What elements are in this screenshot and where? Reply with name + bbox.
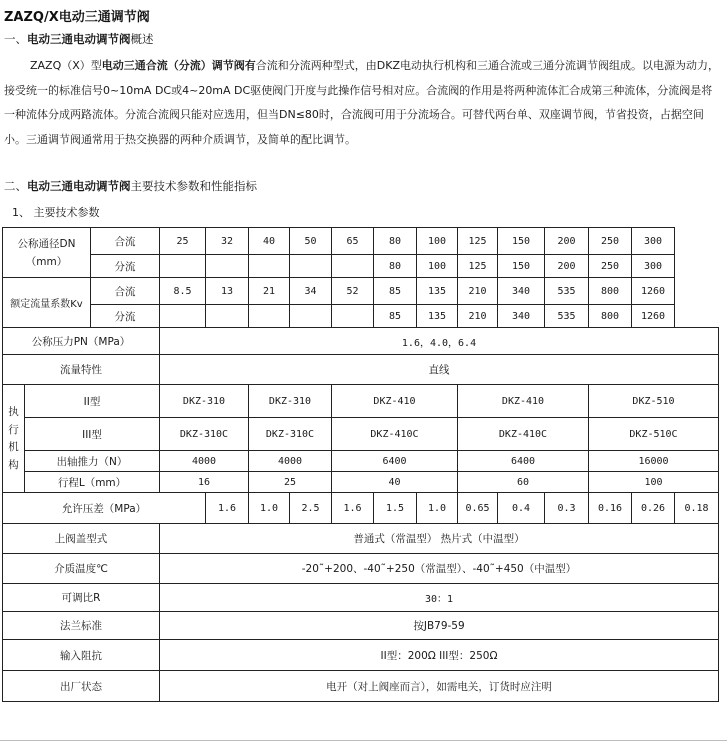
actuator-char: 构: [8, 458, 19, 471]
bonnet-label: 上阀盖型式: [3, 524, 160, 554]
flange-value: 按JB79-59: [160, 612, 719, 640]
actuator-char: 机: [8, 441, 19, 453]
table-row: [3, 451, 719, 472]
dn-heliu-cell: 32: [206, 228, 249, 255]
kv-heliu-cell: 135: [417, 278, 458, 305]
kv-heliu-cell: 535: [545, 278, 589, 305]
dn-heliu-cell: 65: [332, 228, 374, 255]
thrust-cell: 16000: [589, 451, 719, 472]
range-value: 30：1: [160, 584, 719, 612]
dn-heliu-cell: 40: [249, 228, 290, 255]
dn-fenliu-cell: 125: [458, 255, 498, 278]
kv-heliu-cell: 52: [332, 278, 374, 305]
table-row: [3, 640, 719, 671]
pressure-value: 1.6，4.0，6.4: [160, 328, 719, 355]
allow-dp-cell: 0.65: [458, 493, 498, 524]
allow-dp-cell: 2.5: [290, 493, 332, 524]
heliu-label: 合流: [91, 278, 160, 305]
kv-heliu-cell: 210: [458, 278, 498, 305]
kv-label: 额定流量系数Kv: [3, 278, 91, 328]
kv-fenliu-cell: [206, 305, 249, 328]
section-1-prefix: 一、: [4, 32, 27, 46]
thrust-cell: 4000: [249, 451, 332, 472]
medium-temp-label: 介质温度℃: [3, 554, 160, 584]
stroke-cell: 60: [458, 472, 589, 493]
allow-dp-label: 允许压差（MPa）: [3, 493, 206, 524]
table-row: [3, 328, 719, 355]
kv-heliu-cell: 13: [206, 278, 249, 305]
flow-char-value: 直线: [160, 355, 719, 385]
type3-label: III型: [25, 418, 160, 451]
type2-cell: DKZ-410: [332, 385, 458, 418]
allow-dp-cell: 0.16: [589, 493, 632, 524]
allow-dp-cell: 0.18: [675, 493, 719, 524]
type3-cell: DKZ-410C: [458, 418, 589, 451]
type3-cell: DKZ-310C: [249, 418, 332, 451]
stroke-label: 行程L（mm）: [25, 472, 160, 493]
dn-fenliu-cell: [290, 255, 332, 278]
dn-fenliu-cell: [332, 255, 374, 278]
pressure-label: 公称压力PN（MPa）: [3, 328, 160, 355]
kv-fenliu-cell: 1260: [632, 305, 675, 328]
dn-fenliu-cell: [160, 255, 206, 278]
section-1-suffix: 概述: [130, 32, 154, 46]
page-title: ZAZQ/X电动三通调节阀: [4, 10, 150, 25]
dn-fenliu-cell: 80: [374, 255, 417, 278]
dn-heliu-cell: 250: [589, 228, 632, 255]
allow-dp-cell: 1.6: [332, 493, 374, 524]
dn-heliu-cell: 25: [160, 228, 206, 255]
type2-cell: DKZ-310: [160, 385, 249, 418]
kv-fenliu-cell: 340: [498, 305, 545, 328]
dn-label: 公称通径DN（mm）: [3, 228, 91, 278]
bonnet-value: 普通式（常温型） 热片式（中温型）: [160, 524, 719, 554]
kv-fenliu-cell: [160, 305, 206, 328]
dn-fenliu-cell: [249, 255, 290, 278]
spec-table: [2, 227, 719, 702]
dn-fenliu-cell: 250: [589, 255, 632, 278]
kv-fenliu-cell: 800: [589, 305, 632, 328]
fenliu-label: 分流: [91, 255, 160, 278]
type2-cell: DKZ-510: [589, 385, 719, 418]
table-row: [3, 612, 719, 640]
allow-dp-cell: 1.6: [206, 493, 249, 524]
stroke-cell: 100: [589, 472, 719, 493]
dn-fenliu-cell: [206, 255, 249, 278]
kv-heliu-cell: 34: [290, 278, 332, 305]
stroke-cell: 40: [332, 472, 458, 493]
type3-cell: DKZ-510C: [589, 418, 719, 451]
dn-heliu-cell: 100: [417, 228, 458, 255]
thrust-cell: 6400: [332, 451, 458, 472]
table-row: [3, 584, 719, 612]
dn-heliu-cell: 125: [458, 228, 498, 255]
table-row: [3, 385, 719, 418]
impedance-label: 输入阻抗: [3, 640, 160, 671]
paragraph-part-1: ZAZQ（X）型: [30, 59, 102, 72]
dn-heliu-cell: 200: [545, 228, 589, 255]
allow-dp-cell: 0.26: [632, 493, 675, 524]
allow-dp-cell: 0.4: [498, 493, 545, 524]
section-2-suffix: 主要技术参数和性能指标: [130, 179, 257, 193]
type2-label: II型: [25, 385, 160, 418]
subsection-heading: 1、 主要技术参数: [12, 206, 100, 219]
impedance-value: II型：200Ω III型：250Ω: [160, 640, 719, 671]
actuator-label: [3, 385, 25, 493]
dn-heliu-cell: 300: [632, 228, 675, 255]
table-row: [3, 472, 719, 493]
factory-value: 电开（对上阀座而言），如需电关，订货时应注明: [160, 671, 719, 702]
flange-label: 法兰标准: [3, 612, 160, 640]
kv-fenliu-cell: [290, 305, 332, 328]
medium-temp-value: -20˜+200、-40˜+250（常温型）、-40˜+450（中温型）: [160, 554, 719, 584]
fenliu-label: 分流: [91, 305, 160, 328]
type2-cell: DKZ-310: [249, 385, 332, 418]
table-row: [3, 228, 719, 255]
kv-heliu-cell: 21: [249, 278, 290, 305]
type2-cell: DKZ-410: [458, 385, 589, 418]
dn-fenliu-cell: 300: [632, 255, 675, 278]
table-row: [3, 418, 719, 451]
kv-fenliu-cell: 135: [417, 305, 458, 328]
type3-cell: DKZ-410C: [332, 418, 458, 451]
stroke-cell: 16: [160, 472, 249, 493]
table-row: [3, 493, 719, 524]
dn-heliu-cell: 50: [290, 228, 332, 255]
heliu-label: 合流: [91, 228, 160, 255]
section-1-heading: [4, 31, 154, 47]
dn-fenliu-cell: 150: [498, 255, 545, 278]
kv-heliu-cell: 340: [498, 278, 545, 305]
allow-dp-cell: 1.0: [249, 493, 290, 524]
kv-fenliu-cell: [249, 305, 290, 328]
table-row: [3, 671, 719, 702]
table-row: [3, 524, 719, 554]
kv-heliu-cell: 85: [374, 278, 417, 305]
thrust-label: 出轴推力（N）: [25, 451, 160, 472]
dn-fenliu-cell: 100: [417, 255, 458, 278]
paragraph-bold: 电动三通合流（分流）调节阀有: [101, 59, 256, 72]
factory-label: 出厂状态: [3, 671, 160, 702]
table-row: [3, 554, 719, 584]
thrust-cell: 6400: [458, 451, 589, 472]
dn-fenliu-cell: 200: [545, 255, 589, 278]
paragraph-part-2: 合流和分流两种型式，由DKZ电动执行机构和三通合流或三通分流调节阀组成。以电源为动力，接受统一的标准信号0~10mA DC或4~20mA DC驱使阀门开度与此操作信号相对应。合流阀的作用是将两种流体汇合成第三种流体，分流阀是将一种流体分成两路流体。分流合流阀只能对应选用，但当DN≤80时，合流阀可用于分流场合。可替代两台单、双座调节阀，节省投资，占据空间小。三通调节阀通常用于热交换器的两种介质调节，及简单的配比调节。: [4, 59, 720, 147]
section-1-bold: 电动三通电动调节阀: [27, 32, 131, 46]
kv-fenliu-cell: 535: [545, 305, 589, 328]
overview-paragraph: [4, 54, 722, 153]
allow-dp-cell: 1.5: [374, 493, 417, 524]
flow-char-label: 流量特性: [3, 355, 160, 385]
section-2-heading: [4, 178, 257, 194]
actuator-char: 执: [8, 406, 19, 418]
actuator-char: 行: [8, 423, 19, 436]
range-label: 可调比R: [3, 584, 160, 612]
kv-heliu-cell: 8.5: [160, 278, 206, 305]
thrust-cell: 4000: [160, 451, 249, 472]
table-row: [3, 255, 719, 278]
dn-heliu-cell: 80: [374, 228, 417, 255]
kv-fenliu-cell: 85: [374, 305, 417, 328]
type3-cell: DKZ-310C: [160, 418, 249, 451]
bottom-divider: [0, 740, 727, 741]
table-row: [3, 278, 719, 305]
kv-heliu-cell: 1260: [632, 278, 675, 305]
kv-heliu-cell: 800: [589, 278, 632, 305]
table-row: [3, 305, 719, 328]
kv-fenliu-cell: [332, 305, 374, 328]
allow-dp-cell: 1.0: [417, 493, 458, 524]
dn-heliu-cell: 150: [498, 228, 545, 255]
allow-dp-cell: 0.3: [545, 493, 589, 524]
section-2-bold: 电动三通电动调节阀: [27, 179, 131, 193]
stroke-cell: 25: [249, 472, 332, 493]
table-row: [3, 355, 719, 385]
section-2-prefix: 二、: [4, 179, 27, 193]
kv-fenliu-cell: 210: [458, 305, 498, 328]
